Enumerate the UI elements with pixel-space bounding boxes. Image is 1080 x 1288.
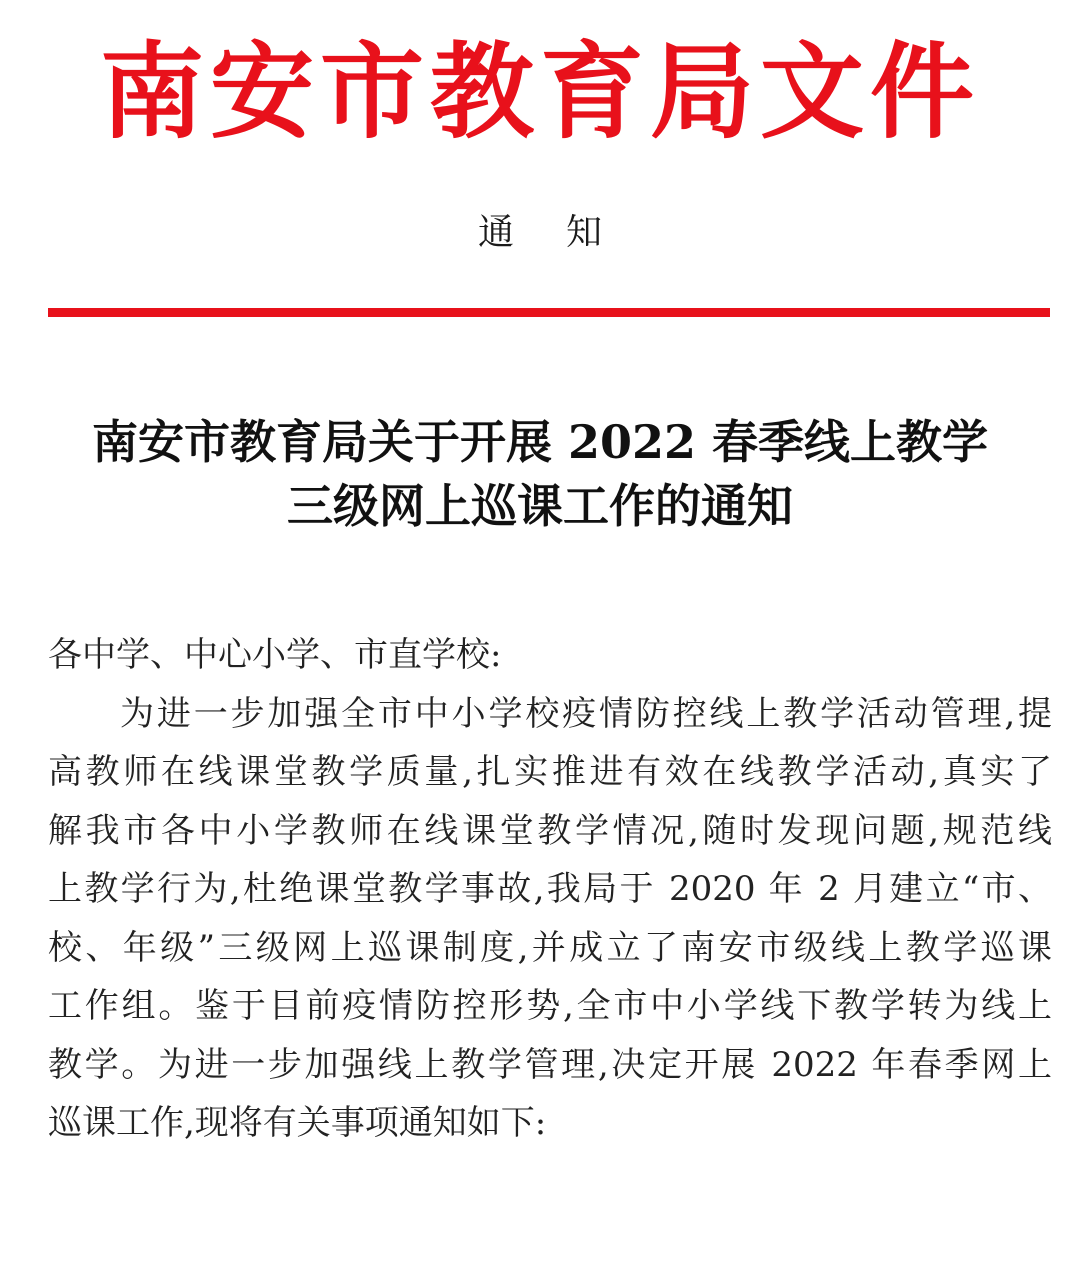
letterhead-title: 南安市教育局文件 xyxy=(99,30,980,153)
paragraph-line: 巡课工作,现将有关事项通知如下: xyxy=(48,1103,547,1143)
document-title xyxy=(40,410,1040,538)
paragraph-line: 教学。为进一步加强线上教学管理,决定开展 2022 年春季网上 xyxy=(48,1044,1052,1085)
document-title-line-2: 三级网上巡课工作的通知 xyxy=(287,479,793,533)
paragraph-line: 解我市各中小学教师在线课堂教学情况,随时发现问题,规范线 xyxy=(48,810,1052,851)
paragraph-line: 上教学行为,杜绝课堂教学事故,我局于 2020 年 2 月建立“市、 xyxy=(48,869,1052,909)
document-type-label: 通知 xyxy=(477,212,654,253)
paragraph-line: 为进一步加强全市中小学校疫情防控线上教学活动管理,提 xyxy=(120,693,1052,734)
document-title-line-1: 南安市教育局关于开展 2022 春季线上教学 xyxy=(91,415,989,469)
paragraph-line: 校、年级”三级网上巡课制度,并成立了南安市级线上教学巡课 xyxy=(48,927,1052,968)
red-separator-rule xyxy=(48,308,1050,317)
document-body xyxy=(48,626,1052,1153)
paragraph-line: 高教师在线课堂教学质量,扎实推进有效在线教学活动,真实了 xyxy=(48,752,1052,792)
paragraph-line: 工作组。鉴于目前疫情防控形势,全市中小学线下教学转为线上 xyxy=(48,986,1052,1026)
salutation: 各中学、中心小学、市直学校: xyxy=(48,635,502,675)
